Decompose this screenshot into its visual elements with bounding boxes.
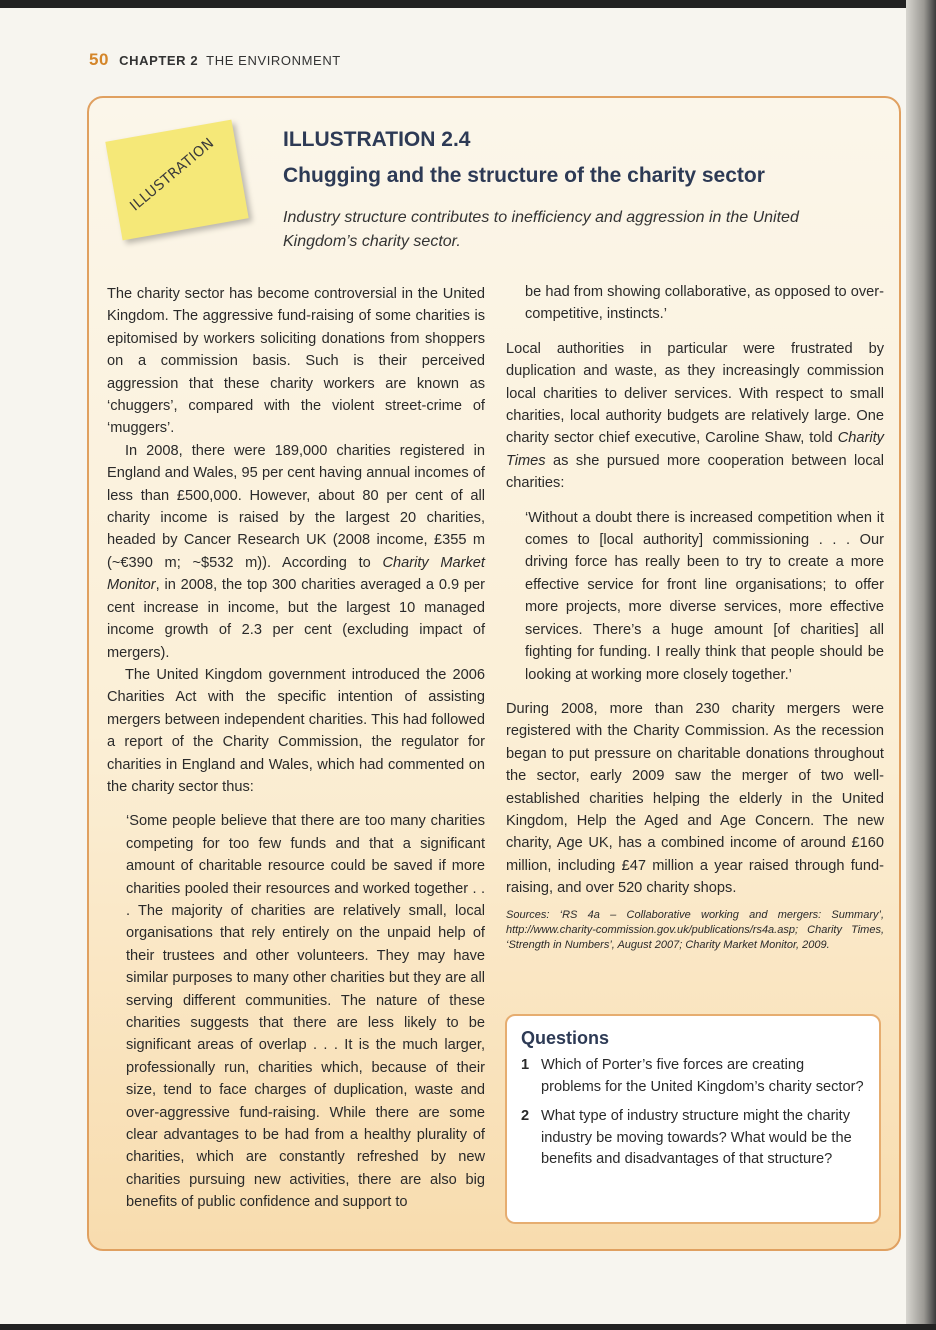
paragraph: The United Kingdom government introduced the 2006 Charities Act with the specific intention of assisting mergers between independent charities. This had followed a report of the Charity Commission, the regulator for charities in England and Wales, which had commented on the charity sector thus: (107, 666, 485, 795)
block-quote: ‘Some people believe that there are too many charities competing for too few funds and that a significant amount of charitable resource could be saved if more charities pooled their resources and worked together . . . The majority of charities are relatively small, local organisations that rely entirely on the unpaid help of their trustees and other volunteers. They may have similar purposes to many other charities but they are all serving different communities. The nature of these charities suggests that there are less likely to be significant areas of overlap . . . It is the much larger, professionally run, charities which, because of their size, tend to face charges of duplication, waste and over-aggressive fund-raising. While there are some clear advantages to be had from a healthy plurality of charities, which are constantly refreshed by new charities pursuing new activities, there are also big benefits of public confidence and support to (126, 813, 485, 1211)
bottom-edge (0, 1324, 936, 1330)
question-item (521, 1106, 865, 1171)
sticky-label: ILLUSTRATION (127, 135, 218, 215)
running-header (89, 50, 341, 70)
page-binding-edge (906, 0, 936, 1330)
question-number: 1 (521, 1057, 530, 1073)
block-quote: ‘Without a doubt there is increased competition when it comes to [local authority] commissioning . . . Our driving force has really been to try to create a more effective service for front line organisations; to offer more projects, more diverse services, more effective services. There’s a huge amount [of charities] all fighting for funding. I really think that people should be looking at working more closely together.’ (525, 509, 884, 683)
right-column (506, 281, 884, 953)
sources: Sources: ‘RS 4a – Collaborative working and mergers: Summary’, http://www.charity-commission.gov.uk/publications/rs4a.asp; Charity Times, ‘Strength in Numbers’, August 2007; Charity Market Monitor, 2009. (506, 908, 884, 951)
paragraph: In 2008, there were 189,000 charities registered in England and Wales, 95 per cent having annual incomes of less than £500,000. However, about 80 per cent of all charity income is raised by the largest 20 charities, headed by Cancer Research UK (2008 income, £355 m (~€390 m; ~$532 m)). According to Charity Market Monitor, in 2008, the top 300 charities averaged a 0.9 per cent increase in income, but the largest 10 managed income growth of 2.3 per cent (excluding impact of mergers). (107, 442, 485, 661)
block-quote-continued: be had from showing collaborative, as opposed to over-competitive, instincts.’ (525, 284, 884, 323)
questions-box (505, 1014, 881, 1224)
question-number: 2 (521, 1108, 530, 1124)
illustration-number: ILLUSTRATION 2.4 (283, 128, 471, 151)
question-item (521, 1055, 865, 1098)
paragraph: During 2008, more than 230 charity mergers were registered with the Charity Commission. As the recession began to put pressure on charitable donations throughout the sector, early 2009 saw the merger of two well-established charities helping the elderly in the United Kingdom, Help the Aged and Age Concern. The new charity, Age UK, has a combined income of around £160 million, including £47 million a year raised through fund-raising, and over 520 charity shops. (506, 700, 884, 897)
paragraph: Local authorities in particular were frustrated by duplication and waste, as they increasingly commission local charities to deliver services. With respect to small charities, local authority budgets are relatively large. One charity sector chief executive, Caroline Shaw, told Charity Times as she pursued more cooperation between local charities: (506, 340, 884, 492)
chapter-title: THE ENVIRONMENT (206, 53, 341, 68)
question-text: Which of Porter’s five forces are creating problems for the United Kingdom’s charity sector? (541, 1057, 864, 1095)
illustration-subtitle: Industry structure contributes to inefficiency and aggression in the United Kingdom’s charity sector. (283, 209, 799, 250)
illustration-title: Chugging and the structure of the charity sector (283, 164, 765, 187)
page-number: 50 (89, 50, 110, 69)
questions-title: Questions (521, 1028, 610, 1048)
paragraph: The charity sector has become controversial in the United Kingdom. The aggressive fund-raising of some charities is epitomised by workers soliciting donations from shoppers on a commission basis. Such is their perceived aggression that these charity workers are known as ‘chuggers’, compared with the violent street-crime of ‘muggers’. (107, 286, 485, 437)
top-edge (0, 0, 936, 8)
left-column (107, 283, 485, 1214)
chapter-label: CHAPTER 2 (119, 53, 199, 68)
question-text: What type of industry structure might the charity industry be moving towards? What would be the benefits and disadvantages of that structure? (541, 1108, 852, 1167)
